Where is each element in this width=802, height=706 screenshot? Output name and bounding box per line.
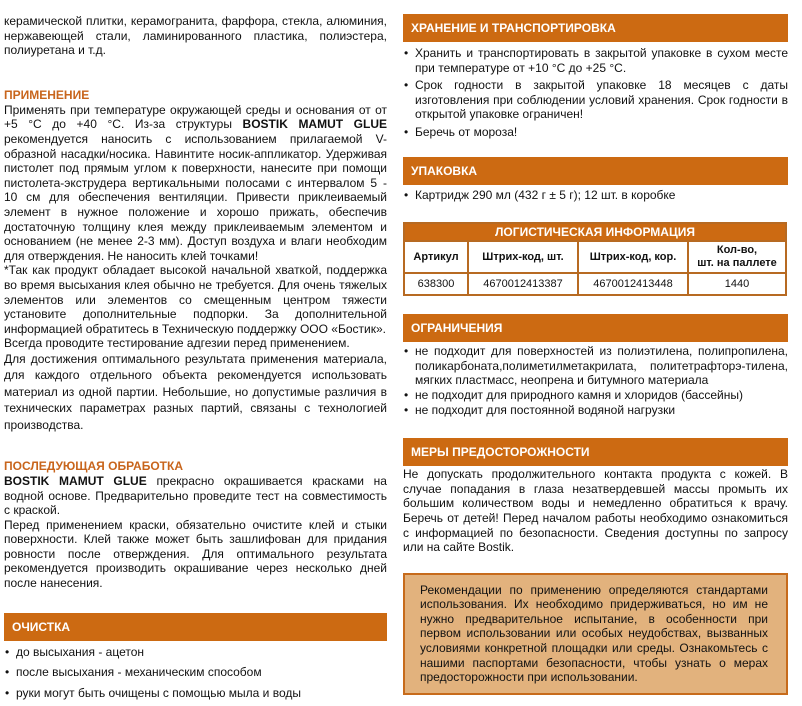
header-line: Кол-во, xyxy=(716,244,758,257)
application-title: ПРИМЕНЕНИЕ xyxy=(4,87,90,102)
logistics-title: ЛОГИСТИЧЕСКАЯ ИНФОРМАЦИЯ xyxy=(404,223,786,241)
list-item: • не подходит для постоянной водяной нагрузки xyxy=(403,403,788,418)
limits-list xyxy=(403,344,788,417)
application-p3: Всегда проводите тестирование адгезии перед применением. xyxy=(4,336,350,351)
post-treatment-title: ПОСЛЕДУЮЩАЯ ОБРАБОТКА xyxy=(4,458,183,473)
limits-section xyxy=(403,314,788,417)
precautions-text: Не допускать продолжительного контакта продукта с кожей. В случае попадания в глаза незатвердевшей массы промыть их большим количеством воды и немедленно обратиться к врачу. Беречь от детей! Перед началом работы необходимо ознакомиться с информацией по безопасности. Сведения доступны по запросу или на сайте Bostik. xyxy=(403,467,788,555)
header-line: шт. на паллете xyxy=(697,257,777,270)
post-treatment-p2: Перед применением краски, обязательно очистите клей и стыки поверхности. Клей также может быть зашлифован для придания ровности после отверждения. Для оптимального результата рекомендуется производить окрашивание через несколько дней после нанесения. xyxy=(4,517,387,591)
note-text: Рекомендации по применению определяются стандартами использования. Их необходимо придерживаться, но им не нужно предварительное испытание, в особенности при первом использовании или особых неудобствах, вызванных условиями конкретной площадки или среды. Ознакомьтесь с нашими паспортами безопасности, чтобы узнать о мерах предосторожности при использовании. xyxy=(420,582,768,685)
application-p2: *Так как продукт обладает высокой начальной хваткой, поддержка во время высыхания клея обычно не требуется. Для очень тяжелых элементов или элементов со смещенным центром тяжести установите дополнительные подпорки. За дополнительной информацией обратитесь в Техническую поддержку ООО «Бостик». xyxy=(4,263,387,336)
cleaning-section xyxy=(4,613,387,701)
cell-barcode-unit: 4670012413387 xyxy=(468,273,578,295)
intro-text: керамической плитки, керамогранита, фарфора, стекла, алюминия, нержавеющей стали, ламинированного пластика, полиэстера, полиуретана и т.д. xyxy=(4,14,387,58)
packaging-section xyxy=(403,157,788,203)
list-item: • после высыхания - механическим способом xyxy=(4,665,387,680)
application-p4: Для достижения оптимального результата применения материала, для каждого отдельного объекта рекомендуется использовать материал из одной партии. Небольшие, но допустимые различия в технических параметрах разных партий, связаны с технологией производства. xyxy=(4,351,387,432)
list-item: • Беречь от мороза! xyxy=(403,125,788,140)
brand-name: BOSTIK MAMUT GLUE xyxy=(4,473,147,488)
limits-header: ОГРАНИЧЕНИЯ xyxy=(403,314,788,342)
cell-barcode-box: 4670012413448 xyxy=(578,273,688,295)
table-row xyxy=(404,273,786,295)
list-item: • Хранить и транспортировать в закрытой упаковке в сухом месте при температуре от +10 °C до +25 °C. xyxy=(403,46,788,75)
packaging-header: УПАКОВКА xyxy=(403,157,788,185)
column-header: Артикул xyxy=(404,241,468,273)
left-column xyxy=(4,0,387,706)
cell-pallet-qty: 1440 xyxy=(688,273,786,295)
storage-header: ХРАНЕНИЕ И ТРАНСПОРТИРОВКА xyxy=(403,14,788,42)
column-header: Штрих-код, кор. xyxy=(578,241,688,273)
list-item: • руки могут быть очищены с помощью мыла и воды xyxy=(4,686,387,701)
storage-section xyxy=(403,14,788,140)
post-treatment-section xyxy=(4,459,387,591)
storage-list xyxy=(403,46,788,140)
application-p1 xyxy=(4,103,387,264)
packaging-list xyxy=(403,188,788,203)
cleaning-header: ОЧИСТКА xyxy=(4,613,387,641)
post-treatment-p1 xyxy=(4,474,387,518)
list-item: • Срок годности в закрытой упаковке 18 месяцев с даты изготовления при соблюдении условий хранения. Срок годности в открытой упаковке ограничен! xyxy=(403,78,788,122)
application-section xyxy=(4,88,387,433)
precautions-header: МЕРЫ ПРЕДОСТОРОЖНОСТИ xyxy=(403,438,788,466)
list-item: • до высыхания - ацетон xyxy=(4,645,387,660)
right-column xyxy=(403,0,788,695)
recommendation-note xyxy=(403,573,788,695)
list-item: • не подходит для поверхностей из полиэтилена, полипропилена, поликарбоната,полиметилметакрилата, политетрафторэ-тилена, мягких пластмасс, неопрена и битумного материала xyxy=(403,344,788,388)
application-text: Применять при температуре окружающей среды и основания от от +5 °C до +40 °C. Из-за структуры xyxy=(4,102,387,132)
application-text: рекомендуется наносить с использованием прилагаемой V-образной насадки/носика. Навинтите носик-аппликатор. Удерживая пистолет под прямым углом к поверхности, нанесите при помощи пистолета-экструдера вертикальными полосами с интервалом 5 - 10 см для обеспечения вентиляции. Привести приклеиваемый элемент в нужное положение и хорошо прижать, обеспечив достаточную толщину клея между приклеиваемым элементом и основанием (не менее 2-3 мм). Доступ воздуха и влаги необходим для отверждения. Не наносить клей точками! xyxy=(4,131,387,263)
cell-article: 638300 xyxy=(404,273,468,295)
column-header xyxy=(688,241,786,273)
post-treatment-text: прекрасно окрашивается красками на водной основе. Предварительно проведите тест на совместимость с краской. xyxy=(4,473,387,518)
cleaning-list xyxy=(4,645,387,701)
list-item: • не подходит для природного камня и хлоридов (бассейны) xyxy=(403,388,788,403)
list-item: • Картридж 290 мл (432 г ± 5 г); 12 шт. в коробке xyxy=(403,188,788,203)
brand-name: BOSTIK MAMUT GLUE xyxy=(242,117,388,132)
column-header: Штрих-код, шт. xyxy=(468,241,578,273)
precautions-section xyxy=(403,438,788,555)
logistics-table xyxy=(403,222,787,296)
